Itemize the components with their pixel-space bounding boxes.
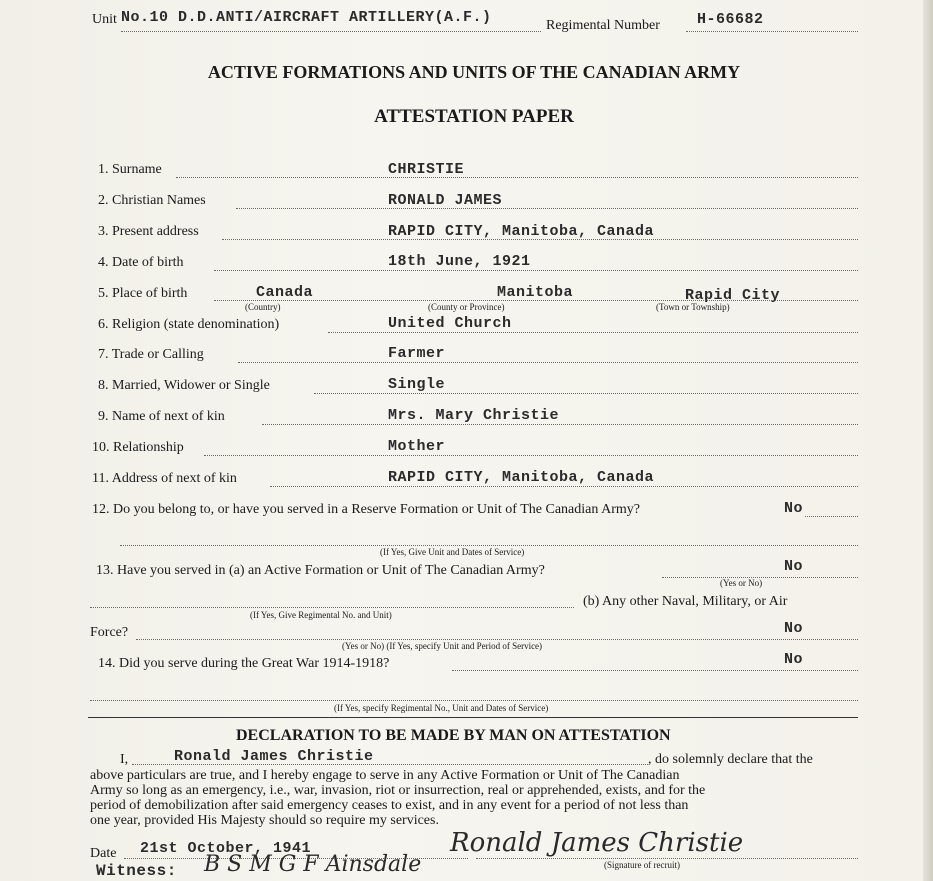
q13b-caption: (Yes or No) (If Yes, specify Unit and Period of Service) bbox=[342, 641, 543, 651]
declaration-i-label: I, bbox=[120, 752, 129, 767]
country-caption: (Country) bbox=[245, 302, 281, 312]
q14-text: 14. Did you serve during the Great War 1914-1918? bbox=[98, 656, 390, 671]
declaration-line-2: above particulars are true, and I hereby engage to serve in any Active Formation or Unit of The Canadian bbox=[90, 768, 680, 783]
declarant-name: Ronald James Christie bbox=[174, 748, 374, 765]
q13b-text: (b) Any other Naval, Military, or Air bbox=[583, 594, 788, 609]
field-value: RAPID CITY, Manitoba, Canada bbox=[388, 469, 655, 486]
field-value: Farmer bbox=[388, 345, 446, 362]
field-dots bbox=[270, 486, 858, 487]
q13-yes-no-caption: (Yes or No) bbox=[720, 578, 763, 588]
field-value: United Church bbox=[388, 315, 512, 332]
q13a-caption: (If Yes, Give Regimental No. and Unit) bbox=[250, 610, 392, 620]
q14-answer: No bbox=[784, 651, 804, 668]
field-dots bbox=[236, 208, 858, 209]
field-value: RAPID CITY, Manitoba, Canada bbox=[388, 223, 655, 240]
declaration-heading: DECLARATION TO BE MADE BY MAN ON ATTESTATION bbox=[236, 727, 671, 744]
regimental-number-label: Regimental Number bbox=[546, 18, 660, 33]
declarant-dots bbox=[132, 764, 648, 765]
field-label: 6. Religion (state denomination) bbox=[98, 317, 280, 332]
recruit-signature: Ronald James Christie bbox=[450, 828, 744, 858]
q12-caption: (If Yes, Give Unit and Dates of Service) bbox=[380, 547, 525, 557]
field-value: Single bbox=[388, 376, 446, 393]
document-subtitle: ATTESTATION PAPER bbox=[374, 106, 574, 127]
regimental-number-value: H-66682 bbox=[697, 11, 764, 28]
field-label: 4. Date of birth bbox=[98, 255, 184, 270]
witness-signature: B S M G F Ainsdale bbox=[204, 852, 422, 877]
field-label: 1. Surname bbox=[98, 162, 162, 177]
field-dots bbox=[214, 270, 858, 271]
field-label: 11. Address of next of kin bbox=[92, 471, 237, 486]
field-value: RONALD JAMES bbox=[388, 192, 503, 209]
q13b-dots bbox=[136, 639, 858, 640]
birthplace-label: 5. Place of birth bbox=[98, 286, 188, 301]
page-edge bbox=[923, 0, 933, 881]
field-label: 9. Name of next of kin bbox=[98, 409, 225, 424]
town-caption: (Town or Township) bbox=[656, 302, 730, 312]
q14-dots bbox=[452, 670, 858, 671]
declaration-line-3: Army so long as an emergency, i.e., war, invasion, riot or insurrection, real or apprehended, exists, and for the bbox=[90, 783, 706, 798]
field-dots bbox=[214, 300, 858, 301]
field-dots bbox=[262, 424, 858, 425]
signature-caption: (Signature of recruit) bbox=[604, 860, 680, 870]
q12-detail-dots bbox=[120, 545, 858, 546]
field-value: 18th June, 1921 bbox=[388, 253, 531, 270]
province-caption: (County or Province) bbox=[428, 302, 505, 312]
section-divider bbox=[88, 717, 858, 718]
unit-value: No.10 D.D.ANTI/AIRCRAFT ARTILLERY(A.F.) bbox=[121, 9, 492, 26]
birthplace-town: Rapid City bbox=[685, 287, 781, 304]
field-label: 8. Married, Widower or Single bbox=[98, 378, 270, 393]
field-value: CHRISTIE bbox=[388, 161, 465, 178]
field-label: 3. Present address bbox=[98, 224, 199, 239]
field-label: 7. Trade or Calling bbox=[98, 347, 204, 362]
field-value: Mother bbox=[388, 438, 446, 455]
q13b-force-label: Force? bbox=[90, 625, 129, 640]
birthplace-country: Canada bbox=[256, 284, 314, 301]
q13-answer: No bbox=[784, 558, 804, 575]
field-dots bbox=[204, 455, 858, 456]
regimental-dots bbox=[686, 31, 858, 32]
field-label: 2. Christian Names bbox=[98, 193, 206, 208]
q12-text: 12. Do you belong to, or have you served in a Reserve Formation or Unit of The Canadian Army? bbox=[92, 502, 640, 517]
field-dots bbox=[238, 362, 858, 363]
declaration-line-5: one year, provided His Majesty should so require my services. bbox=[90, 813, 439, 828]
q13-text: 13. Have you served in (a) an Active Formation or Unit of The Canadian Army? bbox=[96, 563, 545, 578]
q12-answer: No bbox=[784, 500, 804, 517]
field-dots bbox=[314, 393, 858, 394]
declaration-line-1: , do solemnly declare that the bbox=[648, 752, 813, 767]
q14-caption: (If Yes, specify Regimental No., Unit and Dates of Service) bbox=[334, 703, 549, 713]
q13a-dots bbox=[90, 607, 574, 608]
q13b-answer: No bbox=[784, 620, 804, 637]
q14-detail-dots bbox=[90, 700, 858, 701]
date-label: Date bbox=[90, 846, 117, 861]
birthplace-province: Manitoba bbox=[497, 284, 574, 301]
q12-dots bbox=[805, 516, 858, 517]
field-label: 10. Relationship bbox=[92, 440, 184, 455]
unit-dots bbox=[121, 31, 541, 32]
document-title: ACTIVE FORMATIONS AND UNITS OF THE CANADIAN ARMY bbox=[207, 62, 741, 82]
field-dots bbox=[176, 177, 858, 178]
field-value: Mrs. Mary Christie bbox=[388, 407, 560, 424]
field-dots bbox=[222, 239, 858, 240]
signature-dots bbox=[476, 858, 858, 859]
declaration-line-4: period of demobilization after said emergency ceases to exist, and in any event for a period of not less than bbox=[90, 798, 689, 813]
witness-label: Witness: bbox=[96, 862, 177, 880]
unit-label: Unit bbox=[92, 12, 117, 27]
field-dots bbox=[328, 332, 858, 333]
date-value: 21st October, 1941 bbox=[140, 840, 312, 857]
